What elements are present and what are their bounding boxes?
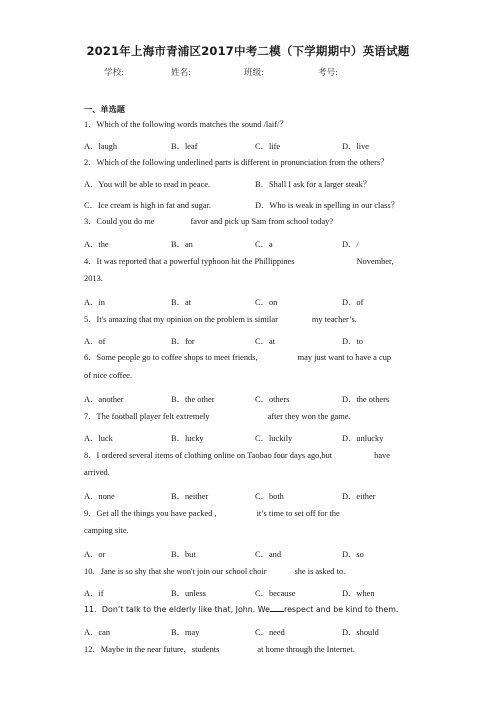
option-a: A．You will be able to read in peace. <box>84 180 211 189</box>
question-5-part2: my teacher’s. <box>311 315 357 324</box>
question-10-part2: she is asked to. <box>294 567 346 576</box>
question-4-part2: November, <box>356 257 394 266</box>
options-3 <box>84 238 424 250</box>
option-a: A．in <box>84 298 105 307</box>
question-9-cont: camping site. <box>84 526 129 535</box>
question-6-part2: may just want to have a cup <box>297 353 392 362</box>
number-label: 考号: <box>318 67 338 77</box>
option-d: D．either <box>342 492 376 501</box>
option-a: A．the <box>84 240 109 249</box>
options-6 <box>84 393 424 405</box>
option-c: C．both <box>255 492 284 501</box>
question-12-part1: 12．Maybe in the near future，students <box>84 645 220 654</box>
option-c: C．life <box>255 142 281 151</box>
option-c: C．need <box>255 628 285 637</box>
option-d: D．/ <box>342 240 359 249</box>
question-2: 2．Which of the following underlined parts is different in pronunciation from the others？ <box>84 158 389 167</box>
question-11-part2: respect and be kind to them. <box>284 605 399 614</box>
option-c: C．Ice cream is high in fat and sugar. <box>84 201 211 210</box>
question-4-cont: 2013. <box>84 274 103 283</box>
question-5-part1: 5．It's amazing that my opinion on the problem is similar <box>84 315 278 324</box>
option-b: B．at <box>171 298 192 307</box>
option-a: A．another <box>84 395 124 404</box>
question-5 <box>84 313 414 327</box>
option-d: D．of <box>342 298 364 307</box>
option-c: C．luckily <box>255 434 293 443</box>
option-a: A．luck <box>84 434 113 443</box>
question-9 <box>84 507 414 521</box>
question-6-part1: 6．Some people go to coffee shops to meet friends, <box>84 353 258 362</box>
option-b: B．unless <box>171 589 206 598</box>
option-c: C．at <box>255 337 276 346</box>
question-7-part2: after they won the game. <box>267 412 351 421</box>
section-heading: 一、单选题 <box>84 104 125 114</box>
options-9 <box>84 548 424 560</box>
question-3 <box>84 215 414 229</box>
question-8-part2: have <box>374 451 390 460</box>
option-d: D．the others <box>342 395 390 404</box>
question-7 <box>84 410 414 424</box>
option-b: B．but <box>171 550 196 559</box>
option-d: D．when <box>342 589 375 598</box>
option-a: A．can <box>84 628 111 637</box>
page-title: 2021年上海市青浦区2017中考二模（下学期期中）英语试题 <box>86 44 410 58</box>
option-c: C．and <box>255 550 282 559</box>
question-4-part1: 4．It was reported that a powerful typhoon hit the Phillippines <box>84 257 295 266</box>
class-label: 班级: <box>244 67 264 77</box>
question-6 <box>84 351 414 365</box>
question-8 <box>84 449 414 463</box>
option-d: D．so <box>342 550 364 559</box>
option-d: D．unlucky <box>342 434 384 443</box>
options-10 <box>84 587 424 599</box>
options-2a <box>84 178 424 190</box>
options-7 <box>84 432 424 444</box>
option-b: B．Shall I ask for a larger steak？ <box>255 180 372 189</box>
option-b: B．may <box>171 628 200 637</box>
name-label: 姓名: <box>171 67 191 77</box>
question-3-part1: 3．Could you do me <box>84 217 155 226</box>
answer-blank <box>270 603 284 612</box>
option-d: D．Who is weak in spelling in our class？ <box>255 201 399 210</box>
options-1 <box>84 140 424 152</box>
option-d: D．to <box>342 337 363 346</box>
school-label: 学校: <box>104 67 124 77</box>
question-10-part1: 10．Jane is so shy that she won't join our school choir <box>84 567 267 576</box>
question-9-part1: 9．Get all the things you have packed , <box>84 509 217 518</box>
option-c: C．a <box>255 240 273 249</box>
question-6-cont: of nice coffee. <box>84 371 132 380</box>
options-2b <box>84 199 424 211</box>
option-d: D．should <box>342 628 379 637</box>
student-info-row <box>0 66 496 78</box>
question-4 <box>84 255 414 269</box>
option-a: A．none <box>84 492 115 501</box>
question-1: 1．Which of the following words matches the sound /laif/？ <box>84 120 288 129</box>
option-b: B．the other <box>171 395 215 404</box>
option-b: B．neither <box>171 492 209 501</box>
question-11-part1: 11．Don’t talk to the elderly like that, John. We <box>84 605 270 614</box>
question-8-cont: arrived. <box>84 468 110 477</box>
options-11 <box>84 626 424 638</box>
option-b: B．an <box>171 240 193 249</box>
options-8 <box>84 490 424 502</box>
option-b: B．lucky <box>171 434 204 443</box>
question-10 <box>84 565 414 579</box>
option-a: A．of <box>84 337 106 346</box>
options-4 <box>84 296 424 308</box>
option-a: A．laugh <box>84 142 118 151</box>
question-3-part2: favor and pick up Sam from school today? <box>190 217 334 226</box>
option-a: A．if <box>84 589 104 598</box>
option-c: C．on <box>255 298 278 307</box>
option-a: A．or <box>84 550 106 559</box>
question-9-part2: it’s time to set off for the <box>256 509 340 518</box>
options-5 <box>84 335 424 347</box>
option-c: C．others <box>255 395 290 404</box>
option-b: B．for <box>171 337 195 346</box>
option-d: D．live <box>342 142 369 151</box>
option-b: B．leaf <box>171 142 198 151</box>
question-12 <box>84 643 414 657</box>
question-7-part1: 7．The football player felt extremely <box>84 412 210 421</box>
question-8-part1: 8．I ordered several items of clothing online on Taobao four days ago,but <box>84 451 333 460</box>
option-c: C．because <box>255 589 296 598</box>
question-11 <box>84 603 414 617</box>
question-12-part2: at home through the Internet. <box>257 645 355 654</box>
